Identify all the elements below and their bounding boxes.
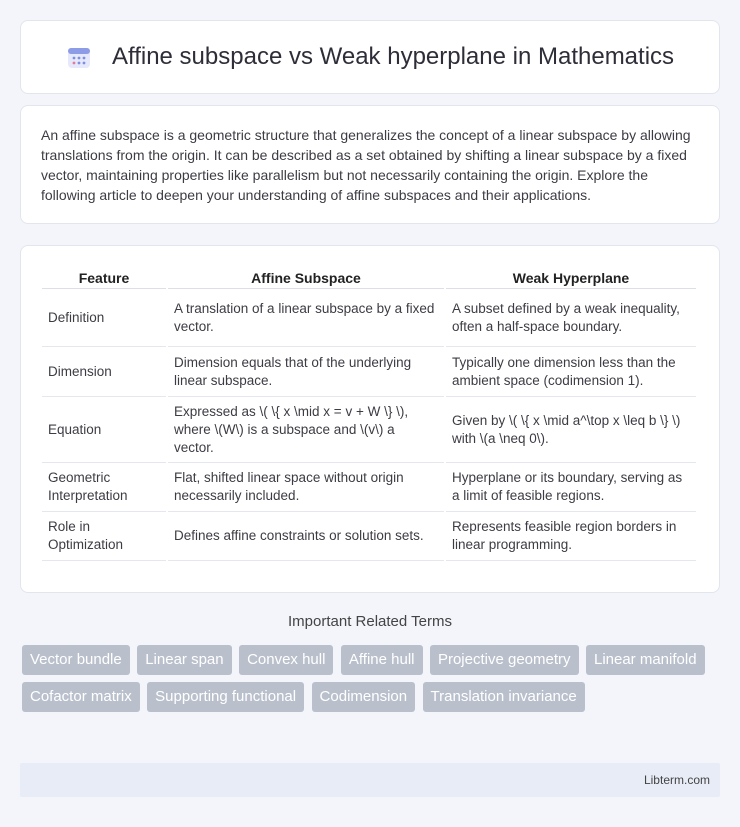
row-affine-value: Flat, shifted linear space without origin necessarily included. bbox=[168, 463, 444, 512]
page-title: Affine subspace vs Weak hyperplane in Mathematics bbox=[111, 43, 675, 70]
row-affine-value: Defines affine constraints or solution sets. bbox=[168, 512, 444, 561]
tag-cofactor-matrix[interactable]: Cofactor matrix bbox=[22, 682, 140, 712]
row-affine-value: Dimension equals that of the underlying linear subspace. bbox=[168, 347, 444, 397]
row-feature: Geometric Interpretation bbox=[42, 463, 166, 512]
row-weak-value: Given by \( \{ x \mid a^\top x \leq b \} \) with \(a \neq 0\). bbox=[446, 397, 696, 463]
tag-codimension[interactable]: Codimension bbox=[312, 682, 416, 712]
footer bbox=[20, 763, 720, 797]
header-weak-hyperplane: Weak Hyperplane bbox=[446, 266, 696, 289]
row-weak-value: Hyperplane or its boundary, serving as a limit of feasible regions. bbox=[446, 463, 696, 512]
tag-convex-hull[interactable]: Convex hull bbox=[239, 645, 333, 675]
intro-paragraph: An affine subspace is a geometric structure that generalizes the concept of a linear subspace by allowing translations from the origin. It can be described as a set obtained by shifting a linear subspace by a fixed vector, maintaining properties like parallelism but not necessarily containing the origin. Explore the following article to deepen your understanding of affine subspaces and their applications. bbox=[41, 127, 691, 203]
comparison-table-card bbox=[20, 245, 720, 593]
row-weak-value: Typically one dimension less than the ambient space (codimension 1). bbox=[446, 347, 696, 397]
row-feature: Equation bbox=[42, 397, 166, 463]
row-affine-value: A translation of a linear subspace by a fixed vector. bbox=[168, 289, 444, 347]
tag-supporting-functional[interactable]: Supporting functional bbox=[147, 682, 304, 712]
table-row bbox=[42, 512, 696, 561]
table-row bbox=[42, 289, 696, 347]
row-feature: Definition bbox=[42, 289, 166, 347]
header-affine-subspace: Affine Subspace bbox=[168, 266, 444, 289]
table-row bbox=[42, 397, 696, 463]
row-feature: Dimension bbox=[42, 347, 166, 397]
related-terms-list bbox=[22, 645, 722, 719]
footer-site-link[interactable]: Libterm.com bbox=[643, 773, 710, 787]
tag-linear-span[interactable]: Linear span bbox=[137, 645, 231, 675]
row-feature: Role in Optimization bbox=[42, 512, 166, 561]
tag-vector-bundle[interactable]: Vector bundle bbox=[22, 645, 130, 675]
header-feature: Feature bbox=[42, 266, 166, 289]
comparison-table bbox=[40, 266, 698, 561]
table-row bbox=[42, 463, 696, 512]
tag-affine-hull[interactable]: Affine hull bbox=[341, 645, 423, 675]
related-terms-title: Important Related Terms bbox=[288, 613, 452, 630]
calendar-grid-icon bbox=[66, 44, 92, 70]
row-weak-value: Represents feasible region borders in linear programming. bbox=[446, 512, 696, 561]
row-affine-value: Expressed as \( \{ x \mid x = v + W \} \), where \(W\) is a subspace and \(v\) a vector. bbox=[168, 397, 444, 463]
tag-projective-geometry[interactable]: Projective geometry bbox=[430, 645, 579, 675]
tag-linear-manifold[interactable]: Linear manifold bbox=[586, 645, 705, 675]
table-header-row bbox=[42, 266, 696, 289]
intro-card bbox=[20, 105, 720, 224]
header-card bbox=[20, 20, 720, 94]
tag-translation-invariance[interactable]: Translation invariance bbox=[423, 682, 585, 712]
row-weak-value: A subset defined by a weak inequality, often a half-space boundary. bbox=[446, 289, 696, 347]
table-row bbox=[42, 347, 696, 397]
